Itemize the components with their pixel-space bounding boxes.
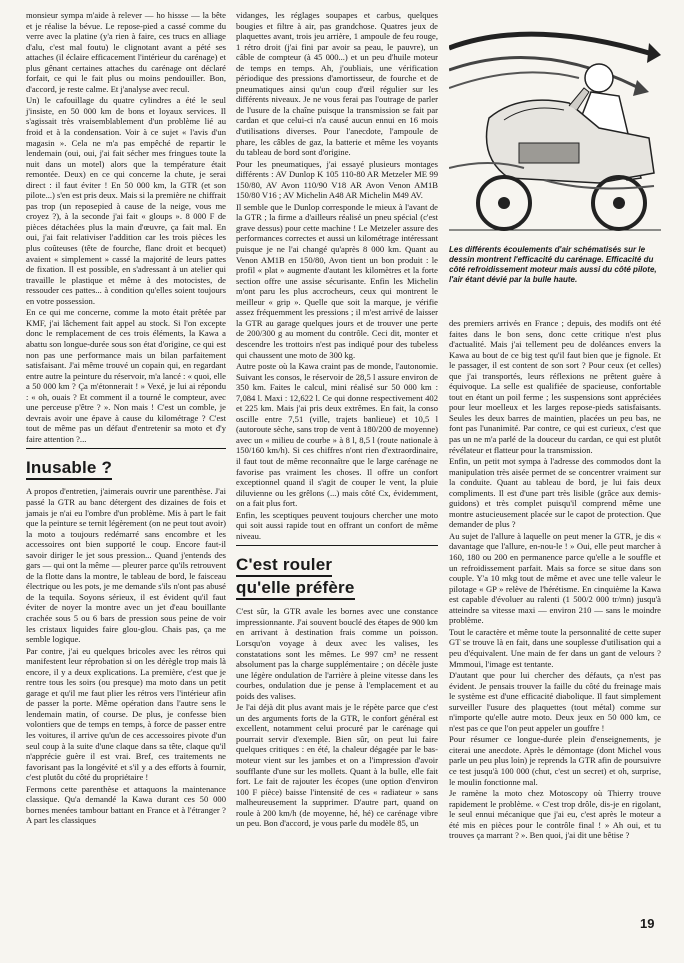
paragraph: Autre poste où la Kawa craint pas de monde, l'autonomie. Suivant les consos, le réservoir de 28,5 l assure environ de 350 km. Faites le calcul, mini réalisé sur 50 000 km : 7,084 l. Maxi : 12,622 l. Ce qui donne respectivement 402 et 225 km. Mais j'ai pris deux extrêmes. En fait, la conso oscille entre 7,51 (ville, trajets banlieue) et 10,5 l (autoroute sèche, sans trop de vent à 180/200 de moyenne) avec un « milieu de courbe » à 8 l, 8,5 l (route nationale à 150/160 km/h). Si ces chiffres n'ont rien d'extraordinaire, il faut tout de même reconnaître que le large carénage ne favorise pas vraiment les choses. Il offre un confort exceptionnel quand il s'agit de couper le vent, la pluie diluvienne ou les grêlons (...) mais côté Cx, évidemment, on a fait plus fort.	[236, 361, 438, 509]
paragraph: C'est sûr, la GTR avale les bornes avec une constance impressionnante. J'ai souvent bouclé des étapes de 900 km en arrivant à destination frais comme un poisson. Lorsqu'on voyage à deux avec les valises, les constatations sont les mêmes. Le 997 cm³ ne ressent absolument pas la charge supplémentaire ; on décèle juste une légère ondulation de l'arrière à pleine vitesse dans les courbes, ondulation due je pense à l'emplacement et au poids des valises.	[236, 606, 438, 701]
paragraph: A propos d'entretien, j'aimerais ouvrir une parenthèse. J'ai passé la GTR au banc détergent des dizaines de fois et jamais je n'ai eu l'ombre d'un problème. Mis à part le fait que la peinture se ternit légèrement (on ne peut tout avoir) la moto a toujours redémarré sans encombre et les accessoires ont bien supporté le coup. Encore faut-il savoir diriger le jet sous pression... Quand j'entends des gars — qui ont la même — pleurer parce qu'ils retrouvent de la flotte dans la montre, le tableau de bord, le faisceau électrique ou les pots, je me demande s'ils n'ont pas abusé de la tequila. Soyons sérieux, il est évident qu'il faut éviter de noyer la montre avec un jet d'eau bouillante crachée sous 5 ou 6 bars de pression sous peine de voir les cristaux liquides faire glou-glou. Chais pas, ça me semble logique.	[26, 486, 226, 645]
column-2	[236, 10, 438, 830]
paragraph: Au sujet de l'allure à laquelle on peut mener la GTR, je dis « davantage que l'allure, en-nou-le ! » Oui, elle peut marcher à 160, 180 ou 200 en permanence parce qu'elle a le souffle et un refroidissement parfait. Mais sa force se situe dans son couple. Y'a 10 mkg tout de même et avec une telle valeur le pilotage « GP » relève de l'hérétisme. En cinquième la Kawa est capable d'évoluer au ralenti (1 500/2 000 tr/mn) jusqu'à atteindre sa vitesse maxi — environ 210 — sans le moindre problème.	[449, 530, 661, 626]
paragraph: Par contre, j'ai eu quelques bricoles avec les rétros qui manifestent leur réprobation si on les dérègle trop mais là encore, il y a deux explications. La première, c'est que je rentre tous les soirs (ou presque) ma moto dans un petit garage et qu'il me faut plier les rétros vers l'intérieur afin de passer la porte. Même opération dans l'autre sens le lendemain matin, of course. De plus, je confesse bien volontiers que de temps en temps, à force de passer entre les voitures, il arrive qu'un de ces accessoires pivote d'un seul coup à la suite d'une claque dans sa tête, claque qu'il n'apprécie guère il est vrai. Bref, ces traitements ne favorisant pas la longévité et s'il y a des efforts à fournir, c'est plutôt du côté du propriétaire !	[26, 645, 226, 783]
section-heading-inusable: Inusable ?	[26, 457, 226, 480]
paragraph: Pour résumer ce longue-durée plein d'enseignements, je citerai une anecdote. Après le démontage (dont Michel vous parle un peu plus loin) je reprends la GTR afin de poursuivre ce test jusqu'à 100 000 (chut, c'est un secret) et oh, surprise, le moulin fonctionne mal.	[449, 734, 661, 787]
paragraph: des premiers arrivés en France ; depuis, des modifs ont été faites dans le bon sens, donc cette critique n'est plus d'actualité. Mais j'ai tellement peu de doléances envers la Kawa au bout de ce big test qu'il faut bien que je fignole. Et le passager, il est content de son sort ? Pour ceux (et celles) que j'ai transportés, leurs réflexions ne prêtent guère à équivoque. La selle est qualifiée de spacieuse, confortable tout en étant un poil ferme ; les suspensions sont appréciées pour leur moelleux et les larges repose-pieds satisfaisants. Seules les deux barres de maintien, placées un peu bas, ne font pas l'unanimité. Par contre, ce qui est curieux, c'est que pas un ne m'a parlé de la douceur du cardan, ce qui est plutôt révélateur et flatteur pour la transmission.	[449, 318, 661, 455]
paragraph: Fermons cette parenthèse et attaquons la maintenance classique. Qu'a demandé la Kawa durant ces 50 000 bornes menées tambour battant en France et à l'étranger ? A part les classiques	[26, 783, 226, 826]
section-divider	[26, 448, 226, 449]
paragraph: monsieur sympa m'aide à relever — ho hissse — la bête et je réalise la bévue. Le repose-pied a cassé comme du verre avec la platine (y'a rien à faire, ces trucs en alliage d'alu, c'est mal foutu) le clignotant avant a pété ses attaches (il éclaire efficacement l'intérieur du carénage) et plus gênant certaines attaches du carénage ont déclaré forfait, ce qui le fait plus ou moins pendouiller. Bon, d'accord, je reste calme. Et j'analyse avec recul.	[26, 10, 226, 94]
figure-caption: Les différents écoulements d'air schématisés sur le dessin montrent l'efficacité du carénage. Efficacité du côté refroidissement moteur mais aussi du côté pilote, l'air étant dévié par la bulle haute.	[449, 245, 657, 284]
paragraph: Un) le cafouillage du quatre cylindres a été le seul j'insiste, en 50 000 km de bons et loyaux services. Il s'agissait très vraisemblablement d'un problème lié au froid et à la condensation. Voir à ce sujet « l'avis d'un magasin ». Cela ne m'a pas empêché de repartir le lendemain (oui, oui, j'ai fait sécher mes fringues toute la nuit dans un motel) alors que la température était remontée. Deux) en ce qui concerne la chute, je serai direct : il faut éviter ! En 50 000 km, la GTR (et son pilote...) s'en est pris deux. Mais si la première ne chiffrait pas trop (un reposepied à cause de la neige, vous me croyez ?), à la seconde j'ai fait « gloups ». 8 000 F de pièces détachées plus la main d'œuvre, ça fait mal. En oui, j'ai fait relativiser l'addition car les trois pièces les plus coûteuses (tête de fourche, flanc droit et becquet) avaient « simplement » cassé la majorité de leurs pattes de fixation. Il est possible, en s'adressant à un atelier qui travaille le plastique et même à des motocistes, de ressouder ces pattes... à condition qu'elles soient toujours en votre possession.	[26, 95, 226, 306]
paragraph: Je l'ai déjà dit plus avant mais je le répète parce que c'est un des arguments forts de la GTR, le confort général est excellent, notamment celui procuré par le carénage qui pourrait servir d'exemple. Bien sûr, on peut lui faire quelques critiques : en été, la chaleur dégagée par le bas-moteur vient sur les jambes et on a l'impression d'avoir soufflante d'une sur les mollets. Quant à la bulle, elle fait fort. Le fait de rajouter les écopes (une option d'environ 100 F pièce) baisse l'intensité de ces « radiateur » sans malheureusement la supprimer. D'autre part, quand on roule à 200 km/h (de moyenne, hé, hé) ce carénage vibre un peu. Bon d'accord, je vous parle du modèle 85, un	[236, 702, 438, 829]
paragraph: D'autant que pour lui chercher des défauts, ça n'est pas évident. Je pensais trouver la faille du côté du freinage mais le système est d'une efficacité diabolique. Il faut simplement surveiller l'usure des plaquettes (tout métal) comme sur n'importe qu'elle autre moto. Deux jeux en 50 000 km, ce n'est pas ce que l'on peut appeler un gouffre !	[449, 670, 661, 733]
section-heading-cest-rouler: C'est rouler qu'elle préfère	[236, 554, 438, 600]
paragraph: vidanges, les réglages soupapes et carbus, quelques bougies et filtre à air, pas grandchose. Quatres jeux de plaquettes avant, trois jeu arrière, 1 ampoule de feu rouge, 1 rétro droit (j'ai fini par avoir sa peau, le pauvre), un câble de compteur (à 45 000...) et un peu d'huile moteur de temps en temps. Ah, j'oubliais, une vérification périodique des pressions d'amortisseur, de fourche et de pneumatiques ainsi qu'un coup d'œil régulier sur les différents niveaux. Je ne vous ferai pas l'outrage de parler de l'usure de la chaîne puisque la transmission se fait par cardan et que celui-ci n'a causé aucun ennui en 16 mois d'utilisations diverses. Pour l'anecdote, l'ampoule de phare, les câbles de gaz, la batterie et même les voyants du tableau de bord sont d'origine.	[236, 10, 438, 158]
paragraph: Enfin, un petit mot sympa à l'adresse des commodos dont la manipulation très aisée permet de se concentrer vraiment sur la conduite. Quant au tableau de bord, je lui fais deux compliments. Il est d'une part très lisible (grâce aux demis-guidons) et très complet puisqu'il comprend même une montre astucieusement placée sur le capot de protection. Que demander de plus ?	[449, 456, 661, 530]
column-1	[26, 10, 226, 827]
section-divider	[236, 545, 438, 546]
paragraph: Tout le caractère et même toute la personnalité de cette super GT se trouve là en fait, dans une souplesse d'utilisation qui a peu d'équivalent. Une main de fer dans un gant de velours ? Mmmoui, l'image est tentante.	[449, 626, 661, 669]
paragraph: Il semble que le Dunlop corresponde le mieux à l'avant de la GTR ; la firme a d'ailleurs réalisé un pneu spécial (c'est grave dessus) pour cette machine ! Le Metzeler assure des performances correctes et aussi un kilométrage intéressant puisque je ne l'ai changé qu'après 8 000 km. Quant au Venon AM1B en 150/80, Avon tient un bon produit : le profil « plat » augmente d'autant les kilomètres et la forte section offre une assise sécurisante. Enfin les Michelin m'ont paru les plus accrocheurs, ceux qui montrent le meilleur « grip ». Quelle que soit la marque, je vérifie assez fréquemment les pressions ; il m'est arrivé de laisser la GTR au garage quelques jours et de trouver une perte de 200/300 g au moment du contrôle. Ceci dit, monter et descendre les trottoirs n'est pas indiqué pour des tubeless qui chaussent une moto de 300 kg.	[236, 201, 438, 360]
column-3	[449, 318, 661, 842]
paragraph: Pour les pneumatiques, j'ai essayé plusieurs montages différents : AV Dunlop K 105 110-80 AR Metzeler ME 99 150/80, AV Avon 110/90 V18 AR Avon Venon AM1B 150/80 V16 ; AV Michelin A48 AR Michelin M49 AV.	[236, 158, 438, 201]
page-number: 19	[640, 916, 655, 931]
motorcycle-airflow-drawing	[449, 8, 661, 243]
paragraph: En ce qui me concerne, comme la moto était prêtée par KMF, j'ai lâchement fait appel au stock. Si l'on excepte donc le remplacement de ces trois éléments, la Kawa a abattu son longue-durée sous son état d'origine, ce qui est non pas une performance mais un bilan parfaitement satisfaisant. J'ai même trouvé un copain qui, en regardant entre autre la peinture du réservoir, m'a lancé : « quoi, elle a 50 000 km ? Ça m'étonnerait ! » Vexé, je lui ai répondu : « oh, ouais ? Et comment il a tourné le compteur, avec une perceuse p'être ? ». Non mais ! C'est un comble, je devrais avoir une épave à cause du kilométrage ? C'est tout de même pas un défaut d'entretenir sa moto et d'y faire attention ?...	[26, 307, 226, 444]
paragraph: Je ramène la moto chez Motoscopy où Thierry trouve rapidement le problème. « C'est trop drôle, dis-je en rigolant, le seul ennui mécanique que j'ai eu, c'est après le moteur a été mis en pièces pour le contrôle final ! » Ah oui, et tu trouves ça marrant ? ». Ben quoi, j'ai dit une bêtise ?	[449, 788, 661, 841]
airflow-illustration	[449, 8, 661, 243]
paragraph: Enfin, les sceptiques peuvent toujours chercher une moto qui soit aussi rapide tout en offrant un confort de même niveau.	[236, 509, 438, 541]
